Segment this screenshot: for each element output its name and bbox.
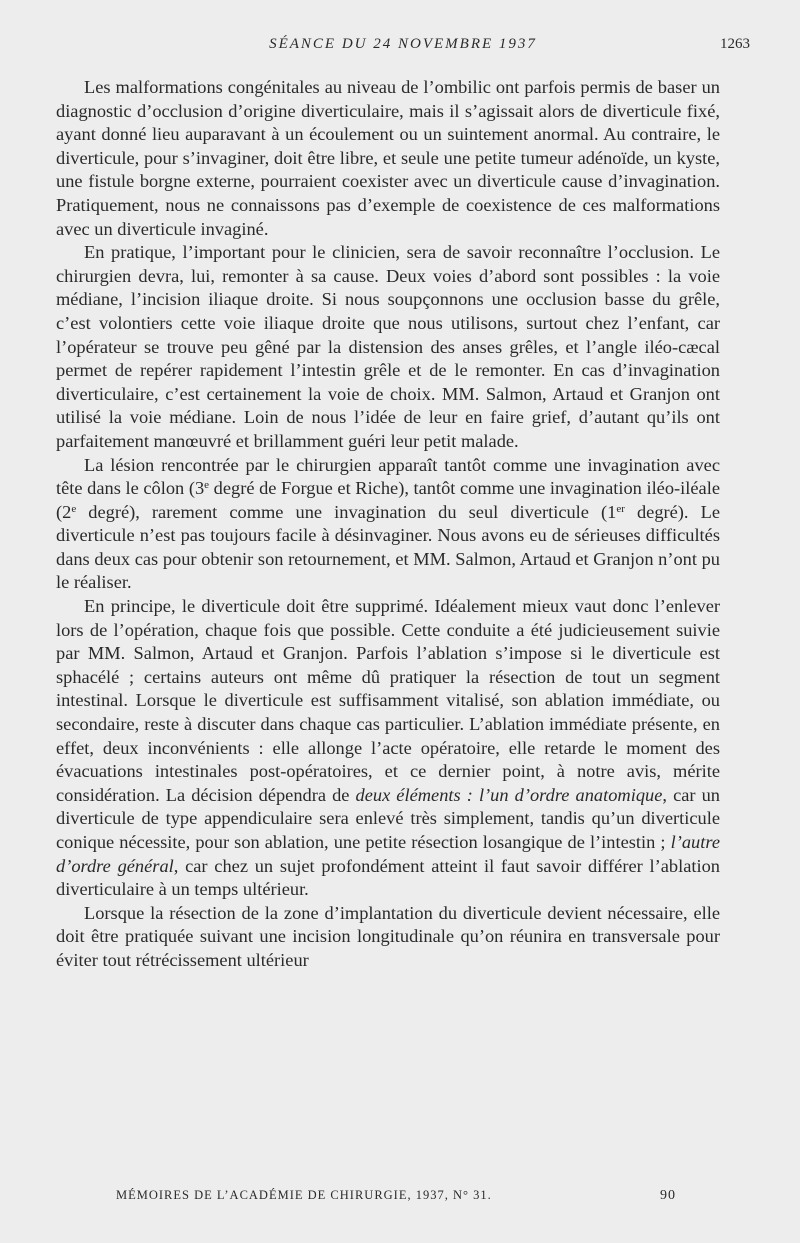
paragraph-4 — [56, 595, 720, 902]
italic-text: l’autre d’ordre général — [56, 832, 720, 876]
paragraph-text: Lorsque la résection de la zone d’implantation du diverticule devient nécessaire, elle doit être pratiquée suivant une incision longitudinale qu’on réunira en transversale pour éviter tout rétrécissement ultérieur — [56, 902, 720, 970]
paragraph-text: La lésion rencontrée par le chirurgien apparaît tantôt comme une invagination avec tête dans le côlon (3 — [56, 454, 720, 499]
superscript: er — [616, 502, 625, 515]
article-body — [56, 76, 720, 973]
paragraph-text: En pratique, l’important pour le clinicien, sera de savoir reconnaître l’occlusion. Le chirurgien devra, lui, remonter à sa cause. Deux voies d’abord sont possibles : la voie médiane, l’incision iliaque droite. Si nous soupçonnons une occlusion basse du grêle, c’est volontiers cette voie iliaque droite que nous utilisons, surtout chez l’enfant, car l’opérateur se trouve peu gêné par la distension des anses grêles, et l’angle iléo-cæcal permet de repérer rapidement l’intestin grêle et de le remonter. En cas d’invagination diverticulaire, c’est certainement la voie de choix. MM. Salmon, Artaud et Granjon ont utilisé la voie médiane. Loin de nous l’idée de leur en faire grief, d’autant qu’ils ont parfaitement manœuvré et brillamment guéri leur petit malade. — [56, 242, 720, 451]
paragraph-text: degré). Le diverticule n’est pas toujours facile à désinvaginer. Nous avons eu de sérieuses difficultés dans deux cas pour obtenir son retournement, et MM. Salmon, Artaud et Granjon n’ont pu le réaliser. — [56, 501, 720, 593]
page-footer — [116, 1188, 676, 1208]
paragraph-5 — [56, 902, 720, 973]
superscript: e — [204, 479, 210, 492]
paragraph-text: Les malformations congénitales au niveau de l’ombilic ont parfois permis de baser un diagnostic d’occlusion d’origine diverticulaire, mais il s’agissait alors de diverticule fixé, ayant donné lieu auparavant à un écoulement ou un suintement anormal. Au contraire, le diverticule, pour s’invaginer, doit être libre, et seule une petite tumeur adénoïde, un kyste, une fistule borgne externe, pourraient coexister avec un diverticule cause d’invagination. Pratiquement, nous ne connaissons pas d’exemple de coexistence de ces malformations avec un diverticule invaginé. — [56, 77, 720, 239]
paragraph-2 — [56, 241, 720, 453]
journal-title: MÉMOIRES DE L’ACADÉMIE DE CHIRURGIE, 1937, N° 31. — [116, 1188, 492, 1202]
paragraph-3 — [56, 454, 720, 596]
paragraph-text: , car chez un sujet profondément atteint il faut savoir différer l’ablation diverticulaire à un temps ultérieur. — [56, 855, 720, 900]
italic-text: deux éléments : l’un d’ordre anatomique — [355, 784, 663, 805]
paragraph-1 — [56, 76, 720, 241]
page-number: 1263 — [720, 36, 750, 52]
paragraph-text: En principe, le diverticule doit être supprimé. Idéalement mieux vaut donc l’enlever lors de l’opération, chaque fois que possible. Cette conduite a été judicieusement suivie par MM. Salmon, Artaud et Granjon. Parfois l’ablation s’impose si le diverticule est sphacélé ; certains auteurs ont même dû pratiquer la résection de tout un segment intestinal. Lorsque le diverticule est suffisamment vitalisé, son ablation immédiate, ou secondaire, reste à discuter dans chaque cas particulier. L’ablation immédiate présente, en effet, deux inconvénients : elle allonge l’acte opératoire, elle retarde le moment des évacuations intestinales post-opératoires, et ce dernier point, à notre avis, mérite considération. La décision dépendra de — [56, 596, 720, 805]
paragraph-text: degré de Forgue et Riche), tantôt comme une invagination iléo-iléale (2 — [56, 478, 720, 522]
page-header — [56, 36, 750, 60]
running-title: SÉANCE DU 24 NOVEMBRE 1937 — [269, 36, 537, 52]
superscript: e — [71, 502, 77, 515]
paragraph-text: , car un diverticule de type appendiculaire sera enlevé très simplement, tandis qu’un diverticule conique nécessite, pour son ablation, une petite résection losangique de l’intestin ; — [56, 784, 720, 852]
paragraph-text: degré), rarement comme une invagination du seul diverticule (1 — [76, 501, 617, 522]
sheet-number: 90 — [660, 1188, 676, 1203]
